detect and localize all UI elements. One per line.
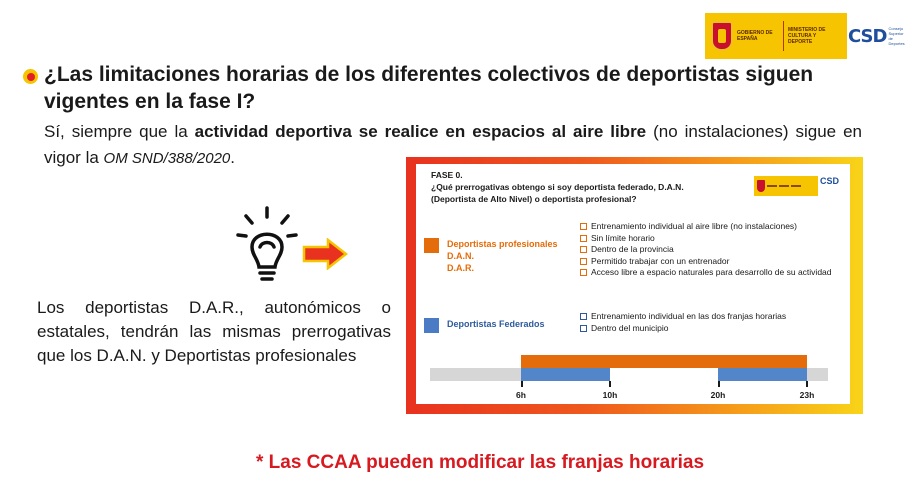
answer-text-1: Sí, siempre que la [44, 122, 195, 141]
timeline-label-10h: 10h [602, 390, 618, 400]
category-label-line-3: D.A.R. [447, 263, 474, 273]
checkbox-icon [580, 269, 587, 276]
arrow-right-icon [302, 238, 348, 270]
list-item: Entrenamiento individual al aire libre (no instalaciones) [580, 221, 850, 233]
orange-square-icon [424, 238, 439, 253]
csd-logo-text: CSD [848, 25, 887, 47]
orange-prerogatives-list [580, 221, 850, 279]
timeline-tick [521, 381, 523, 387]
timeline-tick [609, 381, 611, 387]
timeline-blue-span-evening [718, 368, 807, 381]
category-federados-label: Deportistas Federados [447, 319, 545, 329]
list-item: Entrenamiento individual en las dos franjas horarias [580, 311, 850, 323]
checkbox-icon [580, 258, 587, 265]
blue-square-icon [424, 318, 439, 333]
gobierno-logo [705, 13, 847, 59]
coat-of-arms-icon [711, 21, 733, 51]
checkbox-icon [580, 235, 587, 242]
timeline-tick [806, 381, 808, 387]
question-bullet-icon [23, 69, 38, 84]
list-item: Dentro del municipio [580, 323, 850, 335]
mini-coat-of-arms-icon [757, 180, 765, 192]
answer-text-3: . [230, 148, 235, 167]
category-label-line-2: D.A.N. [447, 251, 474, 261]
gov-logo-text-2: MINISTERIO DE CULTURA Y DEPORTE [788, 27, 826, 45]
footnote: * Las CCAA pueden modificar las franjas horarias [255, 452, 705, 473]
logo-divider [783, 21, 784, 51]
list-item: Sin límite horario [580, 233, 850, 245]
answer-italic: OM SND/388/2020 [103, 150, 231, 167]
timeline-label-23h: 23h [799, 390, 815, 400]
answer-bold: actividad deportiva se realice en espacios al aire libre [194, 122, 647, 141]
checkbox-icon [580, 325, 587, 332]
timeline-orange-span [521, 355, 807, 368]
category-federados [424, 318, 545, 333]
gov-logo-text-1: GOBIERNO DE ESPAÑA [737, 30, 773, 42]
panel-csd-logo: CSD [820, 176, 840, 186]
lightbulb-icon [232, 205, 302, 285]
answer-text-2: (no instalaciones) sigue en vigor la [44, 122, 862, 167]
panel-title-line-2: ¿Qué prerrogativas obtengo si soy deportista federado, D.A.N. [431, 182, 684, 192]
timeline-label-20h: 20h [710, 390, 726, 400]
category-label-line-1: Deportistas profesionales [447, 239, 558, 249]
csd-logo [848, 13, 904, 59]
checkbox-icon [580, 246, 587, 253]
timeline-label-6h: 6h [516, 390, 526, 400]
panel-title-line-3: (Deportista de Alto Nivel) o deportista profesional? [431, 194, 637, 204]
list-item: Acceso libre a espacio naturales para desarrollo de su actividad [580, 267, 850, 279]
csd-logo-sub: Consejo Superior de Deportes [888, 26, 905, 46]
question-heading: ¿Las limitaciones horarias de los diferentes colectivos de deportistas siguen vigentes en la fase I? [44, 63, 814, 113]
dar-paragraph: Los deportistas D.A.R., autonómicos o estatales, tendrán las mismas prerrogativas que los D.A.N. y Deportistas profesionales [37, 298, 391, 365]
panel-gov-logo [754, 176, 818, 196]
checkbox-icon [580, 313, 587, 320]
checkbox-icon [580, 223, 587, 230]
timeline-blue-span-morning [521, 368, 610, 381]
panel-title-line-1: FASE 0. [431, 170, 463, 180]
list-item: Permitido trabajar con un entrenador [580, 256, 850, 268]
blue-prerogatives-list [580, 311, 850, 334]
list-item: Dentro de la provincia [580, 244, 850, 256]
timeline-tick [718, 381, 720, 387]
category-profesionales [424, 238, 558, 274]
panel-title [431, 169, 751, 205]
